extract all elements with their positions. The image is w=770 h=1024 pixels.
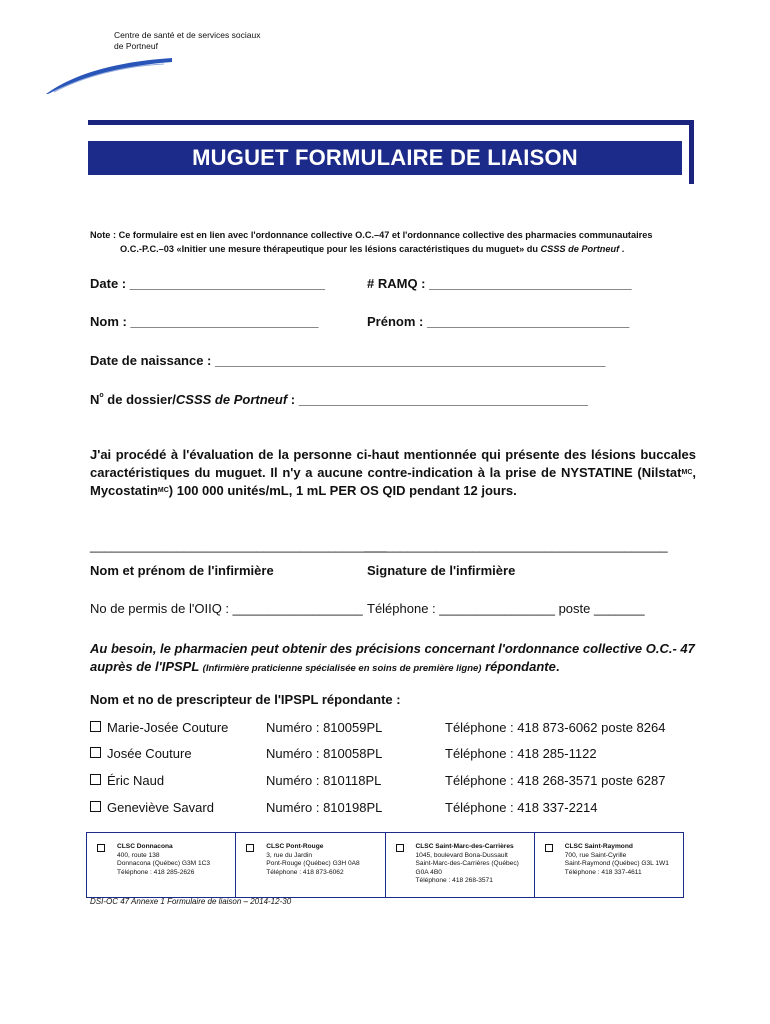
para-part-2: , Mycostatin [90,465,696,498]
dossier-line: : ________________________________________ [287,392,588,407]
oiiq-permit-field[interactable]: No de permis de l'OIIQ : __________________ [90,601,363,616]
logo-swoosh-icon [44,54,174,96]
dossier-sup: o [99,392,104,399]
pharmacist-note-repondante: répondante [481,659,556,674]
clsc-phone: Téléphone : 418 337-4611 [564,868,642,876]
clsc-pont-rouge [236,833,385,897]
nurse-signature-label: Signature de l'infirmière [367,563,516,578]
clsc-address: 700, rue Saint-Cyrille [564,851,627,859]
ramq-field[interactable]: # RAMQ : ____________________________ [367,276,632,291]
pharmacist-note-main: Au besoin, le pharmacien peut obtenir des précisions concernant l'ordonnance collective O.C.- 47 auprès de l'IPSPL [90,641,695,674]
para-sup-2: MC [157,487,169,494]
clsc-phone: Téléphone : 418 268-3571 [415,877,493,885]
note-line-2-csss: CSSS de Portneuf [540,244,620,254]
clsc-city: Saint-Marc-des-Carrières (Québec) [415,860,519,868]
clsc-saint-marc [386,833,535,897]
nurse-name-label: Nom et prénom de l'infirmière [90,563,274,578]
checkbox-icon[interactable] [246,844,254,852]
prescripteur-name: Geneviève Savard [107,800,214,815]
clsc-address: 400, route 138 [117,851,160,859]
prenom-field[interactable]: Prénom : ____________________________ [367,314,630,329]
clsc-name: CLSC Pont-Rouge [266,843,324,850]
attestation-paragraph [90,446,696,500]
nurse-signature-line[interactable]: __________________________________________ [364,538,668,553]
prescripteur-phone: Téléphone : 418 337-2214 [445,800,598,815]
nom-field[interactable]: Nom : __________________________ [90,314,319,329]
clsc-donnacona [87,833,236,897]
prescripteur-name: Marie-Josée Couture [107,720,229,735]
clsc-name: CLSC Donnacona [117,843,173,850]
prescripteur-numero: Numéro : 810198PL [266,800,383,815]
checkbox-icon[interactable] [97,844,105,852]
note-line-2-end: . [619,244,625,254]
dossier-csss: CSSS de Portneuf [175,392,288,407]
clsc-address: 1045, boulevard Bona-Dussault [415,851,508,859]
note-line-2 [90,242,690,256]
clsc-name: CLSC Saint-Marc-des-Carrières [415,843,514,850]
checkbox-icon[interactable] [90,721,101,732]
prescripteur-name: Josée Couture [107,746,192,761]
org-line-2: de Portneuf [114,41,158,51]
clsc-postal: G0A 4B0 [415,868,442,876]
clsc-city: Saint-Raymond (Québec) G3L 1W1 [564,860,669,868]
pharmacist-note-period: . [555,659,560,674]
checkbox-icon[interactable] [396,844,404,852]
dossier-n: N [90,392,100,407]
clsc-address: 3, rue du Jardin [266,851,313,859]
clsc-saint-raymond [535,833,683,897]
clsc-name: CLSC Saint-Raymond [564,843,633,850]
date-field[interactable]: Date : ___________________________ [90,276,325,291]
prescripteur-item[interactable] [90,720,228,735]
document-footer: DSI-OC 47 Annexe 1 Formulaire de liaison – 2014-12-30 [90,897,292,906]
prescripteur-numero: Numéro : 810058PL [266,746,383,761]
prescripteur-item[interactable] [90,800,214,815]
clsc-city: Pont-Rouge (Québec) G3H 0A8 [266,860,360,868]
prescripteur-name: Éric Naud [107,773,165,788]
checkbox-icon[interactable] [90,747,101,758]
prescripteur-phone: Téléphone : 418 873-6062 poste 8264 [445,720,666,735]
checkbox-icon[interactable] [90,801,101,812]
org-line-1: Centre de santé et de services sociaux [114,30,261,40]
clsc-phone: Téléphone : 418 285-2626 [117,868,195,876]
checkbox-icon[interactable] [545,844,553,852]
prescripteur-phone: Téléphone : 418 285-1122 [445,746,597,761]
nurse-name-line[interactable]: _________________________________________ [90,538,387,553]
prescripteur-phone: Téléphone : 418 268-3571 poste 6287 [445,773,666,788]
clsc-city: Donnacona (Québec) G3M 1C3 [117,860,211,868]
prescripteur-item[interactable] [90,746,192,761]
clsc-phone: Téléphone : 418 873-6062 [266,868,344,876]
para-sup-1: MC [681,469,693,476]
dossier-label: de dossier/ [103,392,176,407]
nurse-phone-field[interactable]: Téléphone : ________________ poste _______ [367,601,645,616]
dossier-field[interactable] [90,392,588,407]
pharmacist-note [90,640,696,678]
para-part-3: ) 100 000 unités/mL, 1 mL PER OS QID pendant 12 jours. [168,483,517,498]
clsc-locations [86,832,684,898]
checkbox-icon[interactable] [90,774,101,785]
page-title: MUGUET FORMULAIRE DE LIAISON [88,141,682,175]
birthdate-field[interactable]: Date de naissance : ______________________________________________________ [90,353,606,368]
note-line-1: Note : Ce formulaire est en lien avec l'ordonnance collective O.C.–47 et l'ordonnance collective des pharmacies communautaires [90,230,653,240]
prescripteur-numero: Numéro : 810118PL [266,773,382,788]
para-part-1: J'ai procédé à l'évaluation de la personne ci-haut mentionnée qui présente des lésions buccales caractéristiques du muguet. Il n'y a aucune contre-indication à la prise de NYSTATINE (Nilstat [90,447,696,480]
prescripteur-heading: Nom et no de prescripteur de l'IPSPL répondante : [90,692,401,707]
note-line-2a: O.C.-P.C.–03 «Initier une mesure thérapeutique pour les lésions caractéristiques du muguet» du [120,244,541,254]
prescripteur-numero: Numéro : 810059PL [266,720,383,735]
pharmacist-note-small: (Infirmière praticienne spécialisée en soins de première ligne) [202,663,482,674]
note-text [90,228,690,256]
organization-name [114,30,260,52]
prescripteur-item[interactable] [90,773,164,788]
